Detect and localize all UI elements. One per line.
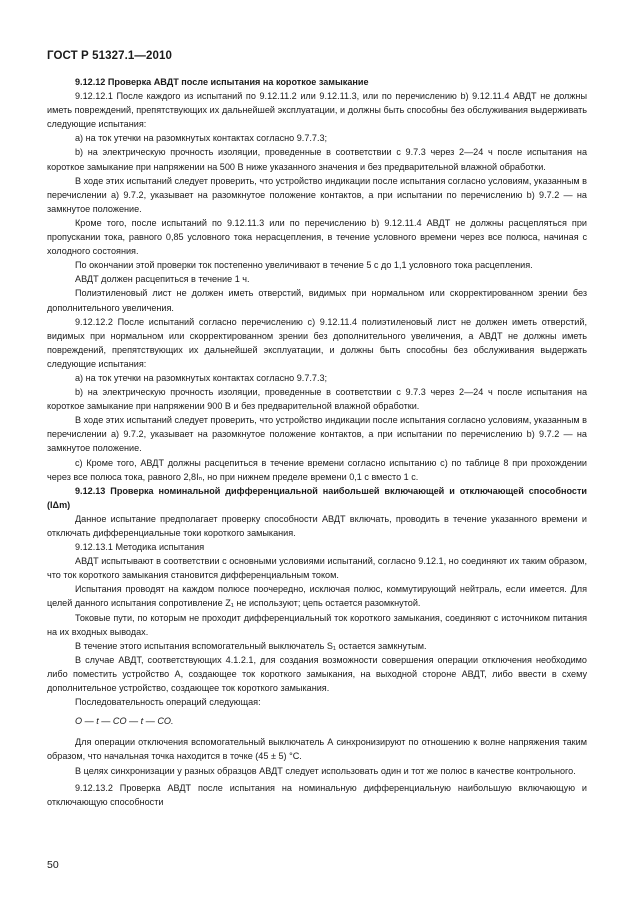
paragraph: Испытания проводят на каждом полюсе поочередно, исключая полюс, коммутирующий нейтраль, если имеется. Для целей данного испытания сопротивление Z₁ не используют; цепь остается разомкнутой.: [47, 584, 587, 609]
paragraph: В ходе этих испытаний следует проверить, что устройство индикации после испытания согласно условиям, указанным в перечислении а) 9.7.2, указывает на разомкнутое положение контактов, а при испытании по перечислению b) 9.7.2 — на замкнутое положение.: [47, 175, 587, 214]
paragraph: 9.12.12.1 После каждого из испытаний по 9.12.11.2 или 9.12.11.3, или по перечислению b) 9.12.11.4 АВДТ не должны иметь повреждений, препятствующих их дальнейшей эксплуатации, и должны быть способны без обслуживания выдерживать следующие испытания:: [47, 91, 587, 130]
list-item: с) Кроме того, АВДТ должны расцепиться в течение времени согласно испытанию с) по таблице 8 при прохождении через все полюса тока, равного 2,8Iₙ, но при нижнем пределе времени 0,1 с вместо 1 с.: [47, 457, 587, 482]
section-heading-9-12-13: 9.12.13 Проверка номинальной дифференциальной наибольшей включающей и отключающей способности (IΔm): [47, 485, 587, 510]
paragraph: Полиэтиленовый лист не должен иметь отверстий, видимых при нормальном или скорректированном зрении без дополнительного увеличения.: [47, 288, 587, 313]
list-item: а) на ток утечки на разомкнутых контактах согласно 9.7.7.3;: [75, 372, 328, 383]
list-item: а) на ток утечки на разомкнутых контактах согласно 9.7.7.3;: [75, 133, 328, 144]
page-number: 50: [47, 859, 59, 871]
paragraph: Последовательность операций следующая:: [75, 697, 261, 708]
paragraph: В течение этого испытания вспомогательный выключатель S₁ остается замкнутым.: [75, 640, 427, 651]
paragraph: АВДТ испытывают в соответствии с основными условиями испытаний, согласно 9.12.1, но соединяют их таким образом, что ток короткого замыкания становится дифференциальным током.: [47, 556, 587, 581]
document-body: [47, 75, 587, 809]
subsection-heading: 9.12.13.1 Методика испытания: [75, 542, 205, 553]
operation-sequence-formula: O — t — CO — t — CO.: [75, 716, 174, 727]
paragraph: Кроме того, после испытаний по 9.12.11.3 или по перечислению b) 9.12.11.4 АВДТ не должны расцепляться при пропускании тока, равного 0,85 условного тока нерасцепления, в течение условного времени через все полюса, начиная с холодного состояния.: [47, 217, 587, 257]
list-item: b) на электрическую прочность изоляции, проведенные в соответствии с 9.7.3 через 2—24 ч после испытания на короткое замыкание при напряжении на 500 В ниже указанного значения и без предварительной влажной обработки.: [47, 147, 587, 172]
section-heading-9-12-12: 9.12.12 Проверка АВДТ после испытания на короткое замыкание: [75, 77, 369, 87]
document-header: ГОСТ Р 51327.1—2010: [47, 50, 172, 62]
paragraph: 9.12.12.2 После испытаний согласно перечислению с) 9.12.11.4 полиэтиленовый лист не должен иметь отверстий, видимых при нормальном или скорректированном зрении без дополнительного увеличения, а АВДТ не должны иметь повреждений, препятствующих их дальнейшей эксплуатации, и должны быть способны без обслуживания выдержать следующие испытания:: [47, 316, 587, 369]
list-item: b) на электрическую прочность изоляции, проведенные в соответствии с 9.7.3 через 2—24 ч после испытания на короткое замыкание при напряжении 900 В и без предварительной влажной обработки.: [47, 387, 587, 412]
paragraph: В целях синхронизации у разных образцов АВДТ следует использовать один и тот же полюс в качестве контрольного.: [75, 765, 576, 776]
paragraph: АВДТ должен расцепиться в течение 1 ч.: [75, 274, 250, 285]
paragraph: Данное испытание предполагает проверку способности АВДТ включать, проводить в течение указанного времени и отключать дифференциальные токи короткого замыкания.: [47, 513, 587, 538]
paragraph: Для операции отключения вспомогательный выключатель А синхронизируют по отношению к волне напряжения таким образом, что начальная точка находится в точке (45 ± 5) °С.: [47, 737, 587, 762]
paragraph: По окончании этой проверки ток постепенно увеличивают в течение 5 с до 1,1 условного тока расцепления.: [75, 260, 533, 271]
paragraph: В ходе этих испытаний следует проверить, что устройство индикации после испытания согласно условиям, указанным в перечислении а) 9.7.2, указывает на разомкнутое положение контактов, а при испытании по перечислению b) 9.7.2 — на замкнутое положение.: [47, 415, 587, 454]
paragraph: Токовые пути, по которым не проходит дифференциальный ток короткого замыкания, соединяют с источником питания на их входных выводах.: [47, 612, 587, 637]
paragraph: В случае АВДТ, соответствующих 4.1.2.1, для создания возможности совершения операции отключения необходимо либо поместить устройство А, создающее ток короткого замыкания, на выходной стороне АВДТ, либо ввести в схему дополнительное устройство, создающее ток короткого замыкания.: [47, 654, 587, 694]
subsection-heading: 9.12.13.2 Проверка АВДТ после испытания на номинальную дифференциальную наибольшую включающую и отключающую способности: [47, 782, 587, 807]
